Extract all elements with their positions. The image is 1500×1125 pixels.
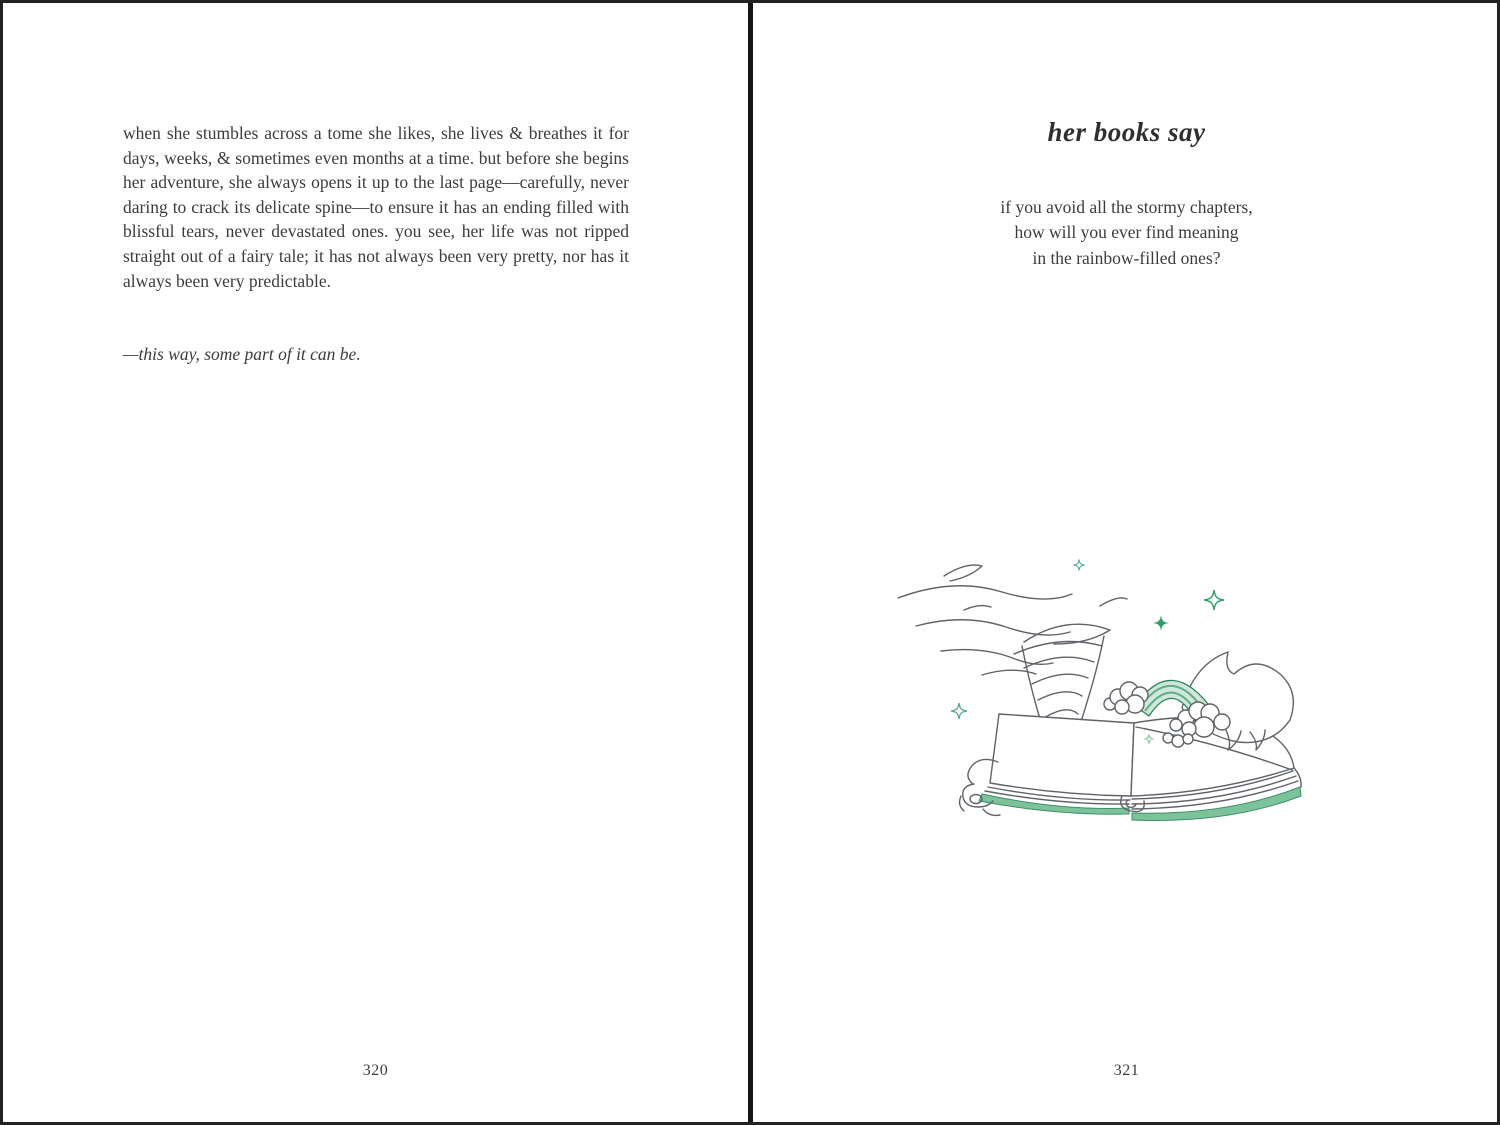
cloud-icon	[1104, 682, 1148, 714]
poem-line: if you avoid all the stormy chapters,	[1000, 197, 1253, 217]
wind-swirls-icon	[898, 565, 1127, 675]
page-number-right: 321	[1113, 1062, 1140, 1079]
poem-text	[753, 195, 1500, 271]
poem-line: how will you ever find meaning	[1014, 222, 1239, 243]
body-paragraph: when she stumbles across a tome she likes, she lives & breathes it for days, weeks, & sometimes even months at a time. but before she begins her adventure, she always opens it up to the last page—carefully, never daring to crack its delicate spine—to ensure it has an ending filled with blissful tears, never devastated ones. you see, her life was not ripped straight out of a fairy tale; it has not always been very pretty, nor has it always been very predictable.	[123, 123, 629, 291]
book-tornado-rainbow-illustration	[886, 546, 1326, 826]
poem-line: in the rainbow-filled ones?	[1032, 247, 1221, 268]
illustration-svg	[886, 546, 1326, 826]
attribution-line: —this way, some part of it can be.	[123, 344, 361, 364]
left-page	[3, 3, 748, 1122]
right-page	[753, 3, 1500, 1122]
poem-title: her books say	[1047, 117, 1206, 147]
page-number-left: 320	[362, 1062, 389, 1079]
